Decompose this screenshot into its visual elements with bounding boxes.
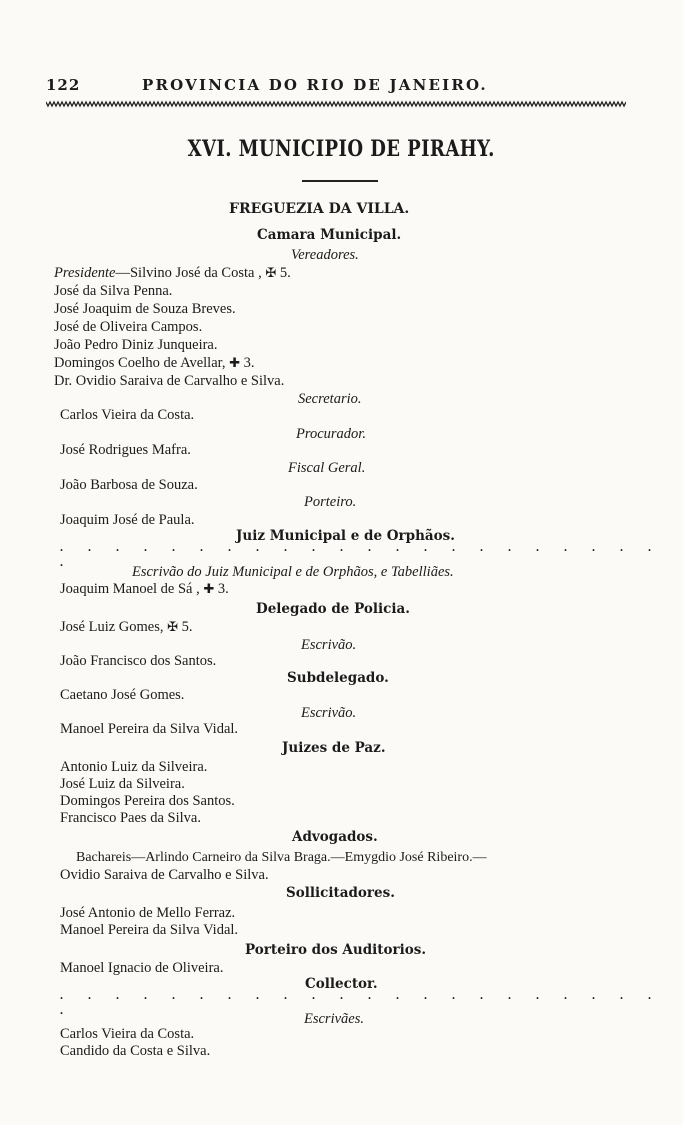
sollicitadores-heading: Sollicitadores. xyxy=(286,885,395,901)
vereadores-heading: Vereadores. xyxy=(291,247,359,263)
escrivao-item: Carlos Vieira da Costa. xyxy=(60,1026,195,1042)
presidente-line xyxy=(54,264,291,282)
christ-order-icon: ✚ xyxy=(229,355,241,370)
presidente-num: 5. xyxy=(279,265,291,281)
fiscal-name: João Barbosa de Souza. xyxy=(60,477,198,493)
sollicitador-item: José Antonio de Mello Ferraz. xyxy=(60,905,236,921)
delegado-escrivao-name: João Francisco dos Santos. xyxy=(60,653,217,669)
subdelegado-name: Caetano José Gomes. xyxy=(60,687,185,703)
domingos-line xyxy=(54,354,255,372)
municipio-title: XVI. MUNICIPIO DE PIRAHY. xyxy=(187,136,495,162)
delegado-escrivao-heading: Escrivão. xyxy=(301,637,357,653)
vereador-item: João Pedro Diniz Junqueira. xyxy=(54,337,218,353)
subdelegado-heading: Subdelegado. xyxy=(287,670,389,686)
presidente-label: Presidente xyxy=(54,265,116,281)
subdelegado-escrivao-name: Manoel Pereira da Silva Vidal. xyxy=(60,721,239,737)
escrivao-juiz-name: Joaquim Manoel de Sá , xyxy=(60,581,200,597)
escrivao-juiz-line xyxy=(60,580,229,598)
delegado-num: 5. xyxy=(181,619,193,635)
escrivaes-heading: Escrivães. xyxy=(304,1011,364,1027)
collector-heading: Collector. xyxy=(305,976,378,992)
juizes-paz-heading: Juizes de Paz. xyxy=(282,740,386,756)
fiscal-heading: Fiscal Geral. xyxy=(288,460,366,476)
escrivao-juiz-num: 3. xyxy=(217,581,229,597)
vereador-item: José de Oliveira Campos. xyxy=(54,319,203,335)
rose-order-icon: ✠ xyxy=(265,265,277,280)
dotted-leader: . . . . . . . . . . . . . . . . . . . . . . . xyxy=(60,988,662,1017)
advogados-heading: Advogados. xyxy=(292,829,378,845)
sollicitador-item: Manoel Pereira da Silva Vidal. xyxy=(60,922,239,938)
freguezia-heading: FREGUEZIA DA VILLA. xyxy=(229,201,410,217)
porteiro-name: Joaquim José de Paula. xyxy=(60,512,195,528)
porteiro-heading: Porteiro. xyxy=(304,494,357,510)
page-number: 122 xyxy=(46,76,81,94)
vereador-item: José Joaquim de Souza Breves. xyxy=(54,301,236,317)
zigzag-rule xyxy=(46,100,626,108)
escrivao-item: Candido da Costa e Silva. xyxy=(60,1043,211,1059)
presidente-name: —Silvino José da Costa , xyxy=(115,265,262,281)
secretario-name: Carlos Vieira da Costa. xyxy=(60,407,195,423)
delegado-line xyxy=(60,618,193,636)
advogados-line: Ovidio Saraiva de Carvalho e Silva. xyxy=(60,867,269,883)
delegado-heading: Delegado de Policia. xyxy=(256,601,410,617)
procurador-name: José Rodrigues Mafra. xyxy=(60,442,191,458)
advogados-line: Bachareis—Arlindo Carneiro da Silva Braga.—Emygdio José Ribeiro.— xyxy=(76,850,487,865)
camara-heading: Camara Municipal. xyxy=(257,227,402,243)
escrivao-juiz-heading: Escrivão do Juiz Municipal e de Orphãos, e Tabelliães. xyxy=(132,564,454,580)
juiz-paz-item: Antonio Luiz da Silveira. xyxy=(60,759,208,775)
porteiro-auditorios-heading: Porteiro dos Auditorios. xyxy=(245,942,427,958)
ovidio-line: Dr. Ovidio Saraiva de Carvalho e Silva. xyxy=(54,373,285,389)
dotted-leader: . . . . . . . . . . . . . . . . . . . . . . . xyxy=(60,540,662,569)
juiz-heading: Juiz Municipal e de Orphãos. xyxy=(236,528,455,544)
domingos-name: Domingos Coelho de Avellar, xyxy=(54,355,226,371)
domingos-num: 3. xyxy=(243,355,255,371)
title-rule xyxy=(302,180,378,182)
juiz-paz-item: Francisco Paes da Silva. xyxy=(60,810,201,826)
running-title: PROVINCIA DO RIO DE JANEIRO. xyxy=(142,76,488,94)
christ-order-icon: ✚ xyxy=(203,581,215,596)
delegado-name: José Luiz Gomes, xyxy=(60,619,164,635)
juiz-paz-item: Domingos Pereira dos Santos. xyxy=(60,793,235,809)
procurador-heading: Procurador. xyxy=(296,426,366,442)
porteiro-auditorios-name: Manoel Ignacio de Oliveira. xyxy=(60,960,224,976)
juiz-paz-item: José Luiz da Silveira. xyxy=(60,776,185,792)
rose-order-icon: ✠ xyxy=(167,619,179,634)
vereador-item: José da Silva Penna. xyxy=(54,283,173,299)
subdelegado-escrivao-heading: Escrivão. xyxy=(301,705,357,721)
secretario-heading: Secretario. xyxy=(298,391,362,407)
